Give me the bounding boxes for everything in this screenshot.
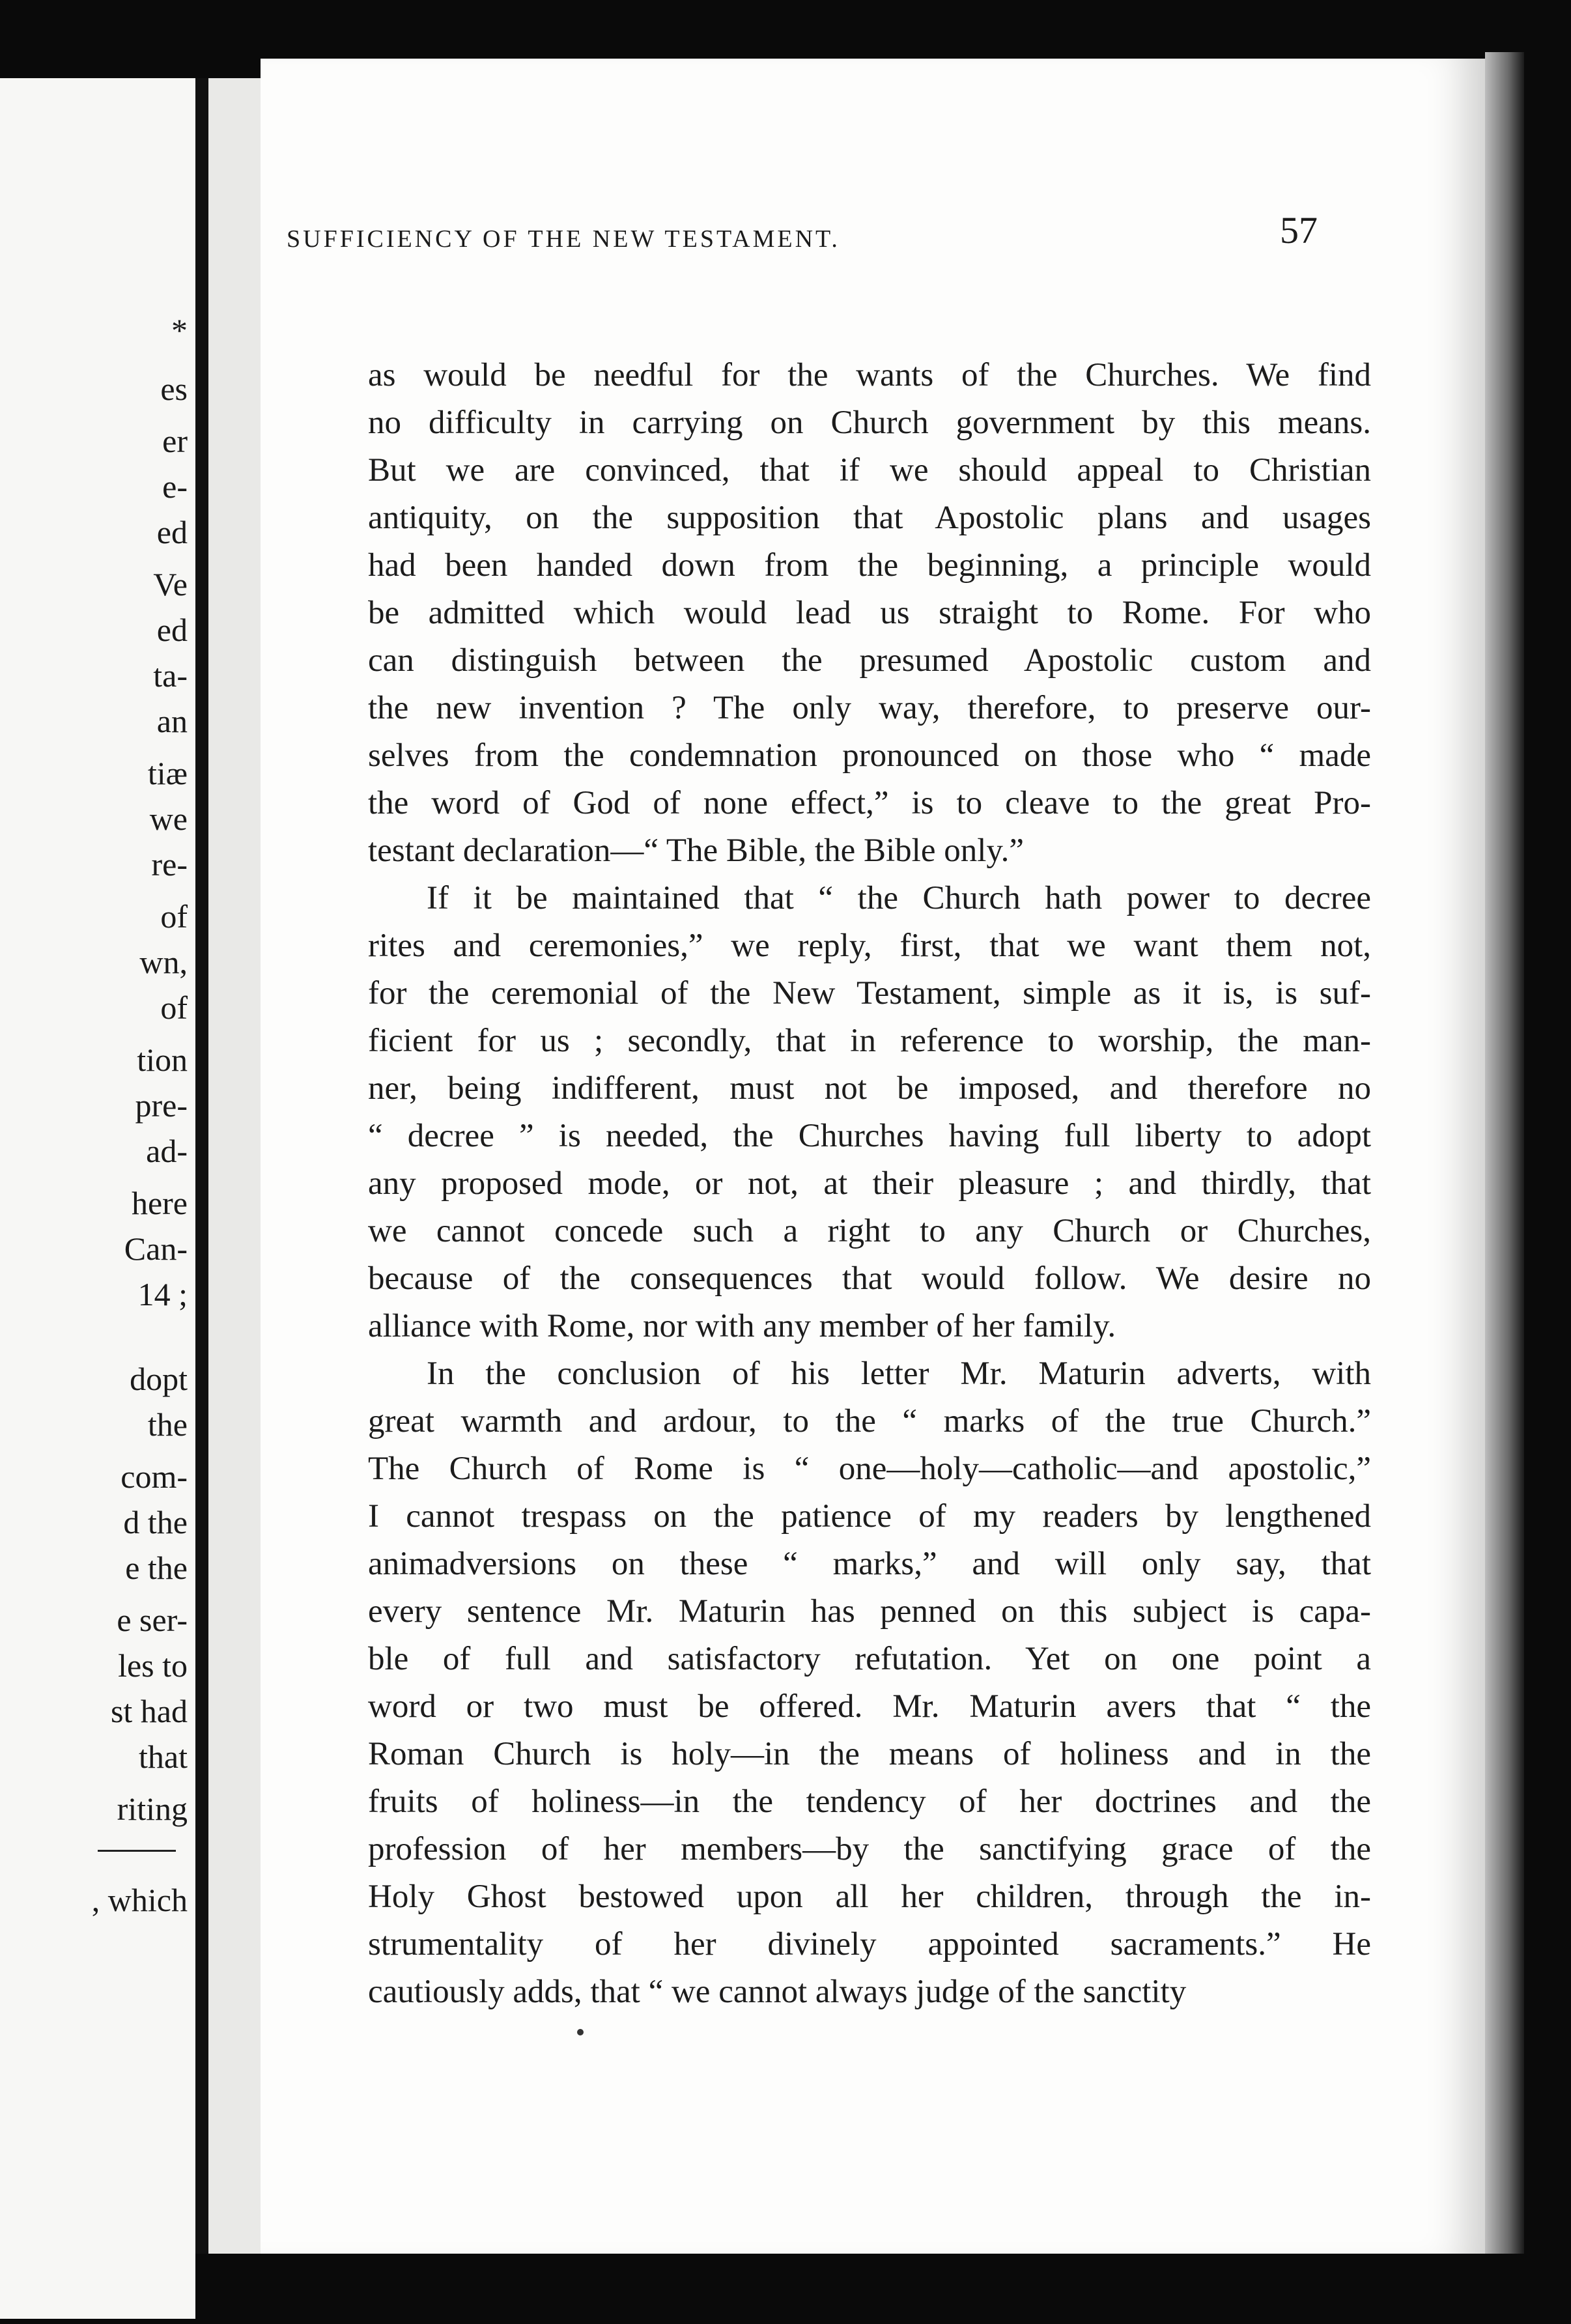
left-page-line: pre-	[135, 1087, 188, 1124]
text-line: If it be maintained that “ the Church hath power to decree	[427, 880, 1371, 916]
text-line: But we are convinced, that if we should appeal to Christian	[368, 452, 1371, 489]
left-page-line: of	[160, 898, 188, 935]
left-page-line: e ser-	[117, 1602, 188, 1638]
left-page-line: 14 ;	[137, 1276, 188, 1312]
left-page-line: les to	[118, 1647, 188, 1684]
text-line: because of the consequences that would follow. We desire no	[368, 1260, 1371, 1297]
text-line: for the ceremonial of the New Testament, simple as it is, is suf-	[368, 975, 1371, 1012]
text-line: testant declaration—“ The Bible, the Bible only.”	[368, 832, 1024, 869]
ink-speck	[577, 2029, 584, 2035]
text-line: The Church of Rome is “ one—holy—catholic—and apostolic,”	[368, 1451, 1371, 1487]
left-page-line: Can-	[124, 1230, 188, 1267]
left-page-line: d the	[123, 1504, 188, 1540]
page-gutter	[195, 78, 208, 2254]
left-page-line: ed	[156, 612, 188, 648]
left-page-line: es	[160, 371, 188, 407]
left-page-line: re-	[151, 846, 188, 883]
left-page-line: ad-	[146, 1133, 188, 1169]
text-line: be admitted which would lead us straight to Rome. For who	[368, 595, 1371, 631]
page-number: 57	[1280, 209, 1318, 251]
text-line: Roman Church is holy—in the means of holiness and in the	[368, 1736, 1371, 1772]
text-line: Holy Ghost bestowed upon all her children, through the in-	[368, 1878, 1371, 1915]
left-page-line: er	[162, 423, 188, 459]
left-page-line: ed	[156, 514, 188, 550]
left-facing-page	[0, 78, 195, 2319]
left-page-line: that	[139, 1738, 188, 1775]
left-page-line: , which	[91, 1882, 188, 1918]
text-line: fruits of holiness—in the tendency of her doctrines and the	[368, 1783, 1371, 1820]
text-line: had been handed down from the beginning, a principle would	[368, 547, 1371, 584]
body-text	[368, 352, 1371, 2016]
text-line: In the conclusion of his letter Mr. Maturin adverts, with	[427, 1355, 1371, 1392]
left-page-line: we	[149, 801, 188, 837]
text-line: profession of her members—by the sanctifying grace of the	[368, 1831, 1371, 1867]
text-line: selves from the condemnation pronounced on those who “ made	[368, 737, 1371, 774]
left-page-line: ta-	[153, 657, 188, 694]
text-line: strumentality of her divinely appointed sacraments.” He	[368, 1926, 1371, 1963]
left-page-line: e-	[162, 468, 188, 505]
left-page-line: of	[160, 989, 188, 1026]
left-page-line: riting	[117, 1791, 188, 1827]
text-line: ner, being indifferent, must not be imposed, and therefore no	[368, 1070, 1371, 1107]
text-line: antiquity, on the supposition that Apostolic plans and usages	[368, 500, 1371, 536]
left-page-line: e the	[125, 1550, 188, 1586]
left-page-line: tion	[137, 1042, 188, 1078]
text-line: any proposed mode, or not, at their pleasure ; and thirdly, that	[368, 1165, 1371, 1202]
text-line: no difficulty in carrying on Church government by this means.	[368, 404, 1371, 441]
text-line: ble of full and satisfactory refutation. Yet on one point a	[368, 1641, 1371, 1677]
text-line: we cannot concede such a right to any Church or Churches,	[368, 1213, 1371, 1249]
left-page-line: st had	[110, 1693, 188, 1729]
left-page-line: *	[171, 312, 188, 348]
left-page-line: Ve	[153, 566, 188, 602]
text-line: rites and ceremonies,” we reply, first, that we want them not,	[368, 928, 1371, 964]
text-line: every sentence Mr. Maturin has penned on this subject is capa-	[368, 1593, 1371, 1630]
running-head: SUFFICIENCY OF THE NEW TESTAMENT.	[287, 225, 840, 253]
text-line: I cannot trespass on the patience of my readers by lengthened	[368, 1498, 1371, 1535]
left-page-line: the	[147, 1406, 188, 1443]
left-page-line: tiæ	[147, 755, 188, 791]
text-line: animadversions on these “ marks,” and will only say, that	[368, 1546, 1371, 1582]
left-page-line: dopt	[130, 1361, 188, 1397]
gutter-gap	[208, 78, 261, 2254]
left-page-line: here	[131, 1185, 188, 1221]
left-page-line: com-	[120, 1458, 188, 1495]
text-line: word or two must be offered. Mr. Maturin avers that “ the	[368, 1688, 1371, 1725]
text-line: ficient for us ; secondly, that in reference to worship, the man-	[368, 1023, 1371, 1059]
text-line: alliance with Rome, nor with any member of her family.	[368, 1308, 1116, 1344]
footnote-rule	[98, 1850, 176, 1852]
text-line: cautiously adds, that “ we cannot always judge of the sanctity	[368, 1974, 1187, 2010]
text-line: as would be needful for the wants of the Churches. We find	[368, 357, 1371, 393]
text-line: “ decree ” is needed, the Churches having full liberty to adopt	[368, 1118, 1371, 1154]
text-line: great warmth and ardour, to the “ marks of the true Church.”	[368, 1403, 1371, 1439]
left-page-line: wn,	[139, 944, 188, 980]
text-line: can distinguish between the presumed Apostolic custom and	[368, 642, 1371, 679]
text-line: the new invention ? The only way, therefore, to preserve our-	[368, 690, 1371, 726]
page-edge	[1485, 52, 1524, 2254]
text-line: the word of God of none effect,” is to cleave to the great Pro-	[368, 785, 1371, 821]
left-page-line: an	[156, 703, 188, 739]
